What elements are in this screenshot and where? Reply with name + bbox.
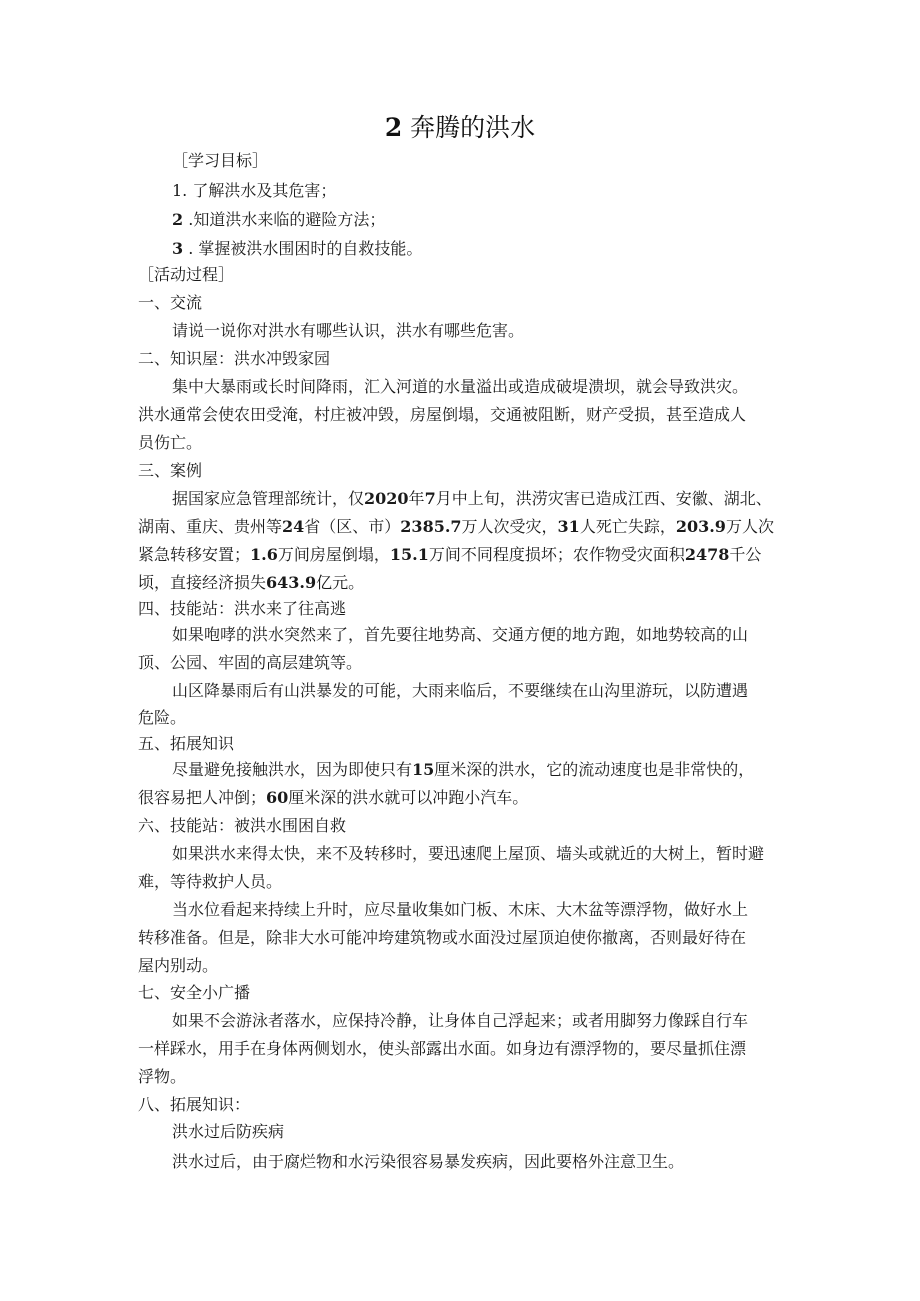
text-segment: 顷，直接经济损失: [138, 573, 267, 592]
learning-goals-header: ［学习目标］: [172, 151, 269, 170]
text-segment: 千公: [729, 545, 762, 564]
section-6-p1-line-2: 难，等待救护人员。: [138, 872, 283, 891]
section-3-line-1: [172, 486, 772, 512]
section-6-p2-line-3: 屋内别动。: [138, 956, 219, 975]
section-1-paragraph: 请说一说你对洪水有哪些认识，洪水有哪些危害。: [172, 321, 525, 340]
section-3-line-3: [138, 542, 761, 568]
section-2-line-2: 洪水通常会使农田受淹，村庄被冲毁，房屋倒塌，交通被阻断，财产受损，甚至造成人: [138, 405, 747, 424]
text-segment: 紧急转移安置；: [138, 545, 251, 564]
stat-relocated: 203.9: [675, 517, 726, 536]
stat-damaged: 15.1: [389, 545, 429, 564]
goal-item-1: 1. 了解洪水及其危害；: [172, 181, 337, 200]
text-segment: 湖南、重庆、贵州等: [138, 517, 283, 536]
section-7-line-1: 如果不会游泳者落水，应保持冷静，让身体自己浮起来；或者用脚努力像踩自行车: [172, 1011, 749, 1030]
section-5-heading: 五、拓展知识: [138, 734, 235, 753]
section-3-heading: 三、案例: [138, 461, 203, 480]
section-6-p2-line-2: 转移准备。但是，除非大水可能冲垮建筑物或水面没过屋顶迫使你撤离，否则最好待在: [138, 928, 747, 947]
section-1-heading: 一、交流: [138, 293, 203, 312]
text-segment: 万间不同程度损坏；农作物受灾面积: [428, 545, 685, 564]
stat-crop-area: 2478: [684, 545, 730, 564]
goal-item-3-text: . 掌握被洪水围困时的自救技能。: [183, 239, 423, 258]
section-6-heading: 六、技能站：被洪水围困自救: [138, 816, 347, 835]
goal-item-2-text: .知道洪水来临的避险方法；: [183, 210, 386, 229]
section-2-line-3: 员伤亡。: [138, 433, 203, 452]
stat-dead: 31: [557, 517, 580, 536]
text-segment: 年: [408, 489, 425, 508]
text-segment: 万人次受灾，: [461, 517, 558, 536]
section-2-line-1: 集中大暴雨或长时间降雨，汇入河道的水量溢出或造成破堤溃坝，就会导致洪灾。: [172, 377, 749, 396]
stat-depth-60: 60: [266, 788, 289, 807]
text-segment: 人死亡失踪，: [579, 517, 676, 536]
section-7-line-3: 浮物。: [138, 1067, 187, 1086]
section-3-line-4: [138, 570, 364, 596]
title-text: 奔腾的洪水: [410, 113, 536, 142]
section-3-line-2: [138, 514, 774, 540]
section-8-heading: 八、拓展知识：: [138, 1095, 251, 1114]
goal-item-3: [172, 236, 422, 262]
section-6-p2-line-1: 当水位看起来持续上升时，应尽量收集如门板、木床、大木盆等漂浮物，做好水上: [172, 900, 749, 919]
goal-item-2-number: 2: [172, 210, 184, 229]
section-4-p1-line-1: 如果咆哮的洪水突然来了，首先要往地势高、交通方便的地方跑，如地势较高的山: [172, 625, 749, 644]
stat-month: 7: [424, 489, 436, 508]
title-number: 2: [384, 113, 403, 142]
stat-depth-15: 15: [412, 760, 435, 779]
text-segment: 据国家应急管理部统计，仅: [172, 489, 365, 508]
section-8-paragraph: 洪水过后，由于腐烂物和水污染很容易暴发疾病，因此要格外注意卫生。: [172, 1152, 685, 1171]
text-segment: 省（区、市）: [304, 517, 401, 536]
activity-header: ［活动过程］: [138, 265, 235, 284]
goal-item-3-number: 3: [172, 239, 184, 258]
page-title: [0, 110, 920, 146]
section-8-subheading: 洪水过后防疾病: [172, 1122, 285, 1141]
stat-year: 2020: [364, 489, 409, 508]
section-7-line-2: 一样踩水，用手在身体两侧划水，使头部露出水面。如身边有漂浮物的，要尽量抓住漂: [138, 1039, 747, 1058]
section-5-line-2: [138, 785, 528, 811]
stat-affected: 2385.7: [400, 517, 462, 536]
text-segment: 尽量避免接触洪水，因为即使只有: [172, 760, 413, 779]
section-4-p2-line-2: 危险。: [138, 708, 187, 727]
text-segment: 很容易把人冲倒；: [138, 788, 267, 807]
stat-loss: 643.9: [266, 573, 317, 592]
text-segment: 厘米深的洪水，它的流动速度也是非常快的，: [434, 760, 755, 779]
text-segment: 厘米深的洪水就可以冲跑小汽车。: [288, 788, 529, 807]
stat-provinces: 24: [282, 517, 305, 536]
section-7-heading: 七、安全小广播: [138, 983, 251, 1002]
section-6-p1-line-1: 如果洪水来得太快，来不及转移时，要迅速爬上屋顶、墙头或就近的大树上，暂时避: [172, 844, 765, 863]
text-segment: 月中上旬，洪涝灾害已造成江西、安徽、湖北、: [435, 489, 772, 508]
section-4-p2-line-1: 山区降暴雨后有山洪暴发的可能，大雨来临后，不要继续在山沟里游玩，以防遭遇: [172, 681, 749, 700]
text-segment: 万间房屋倒塌，: [277, 545, 390, 564]
section-5-line-1: [172, 757, 754, 783]
section-2-heading: 二、知识屋：洪水冲毁家园: [138, 349, 331, 368]
section-4-p1-line-2: 顶、公园、牢固的高层建筑等。: [138, 653, 363, 672]
section-4-heading: 四、技能站：洪水来了往高逃: [138, 599, 347, 618]
stat-collapsed: 1.6: [250, 545, 278, 564]
text-segment: 万人次: [725, 517, 774, 536]
text-segment: 亿元。: [316, 573, 365, 592]
goal-item-2: [172, 207, 385, 233]
